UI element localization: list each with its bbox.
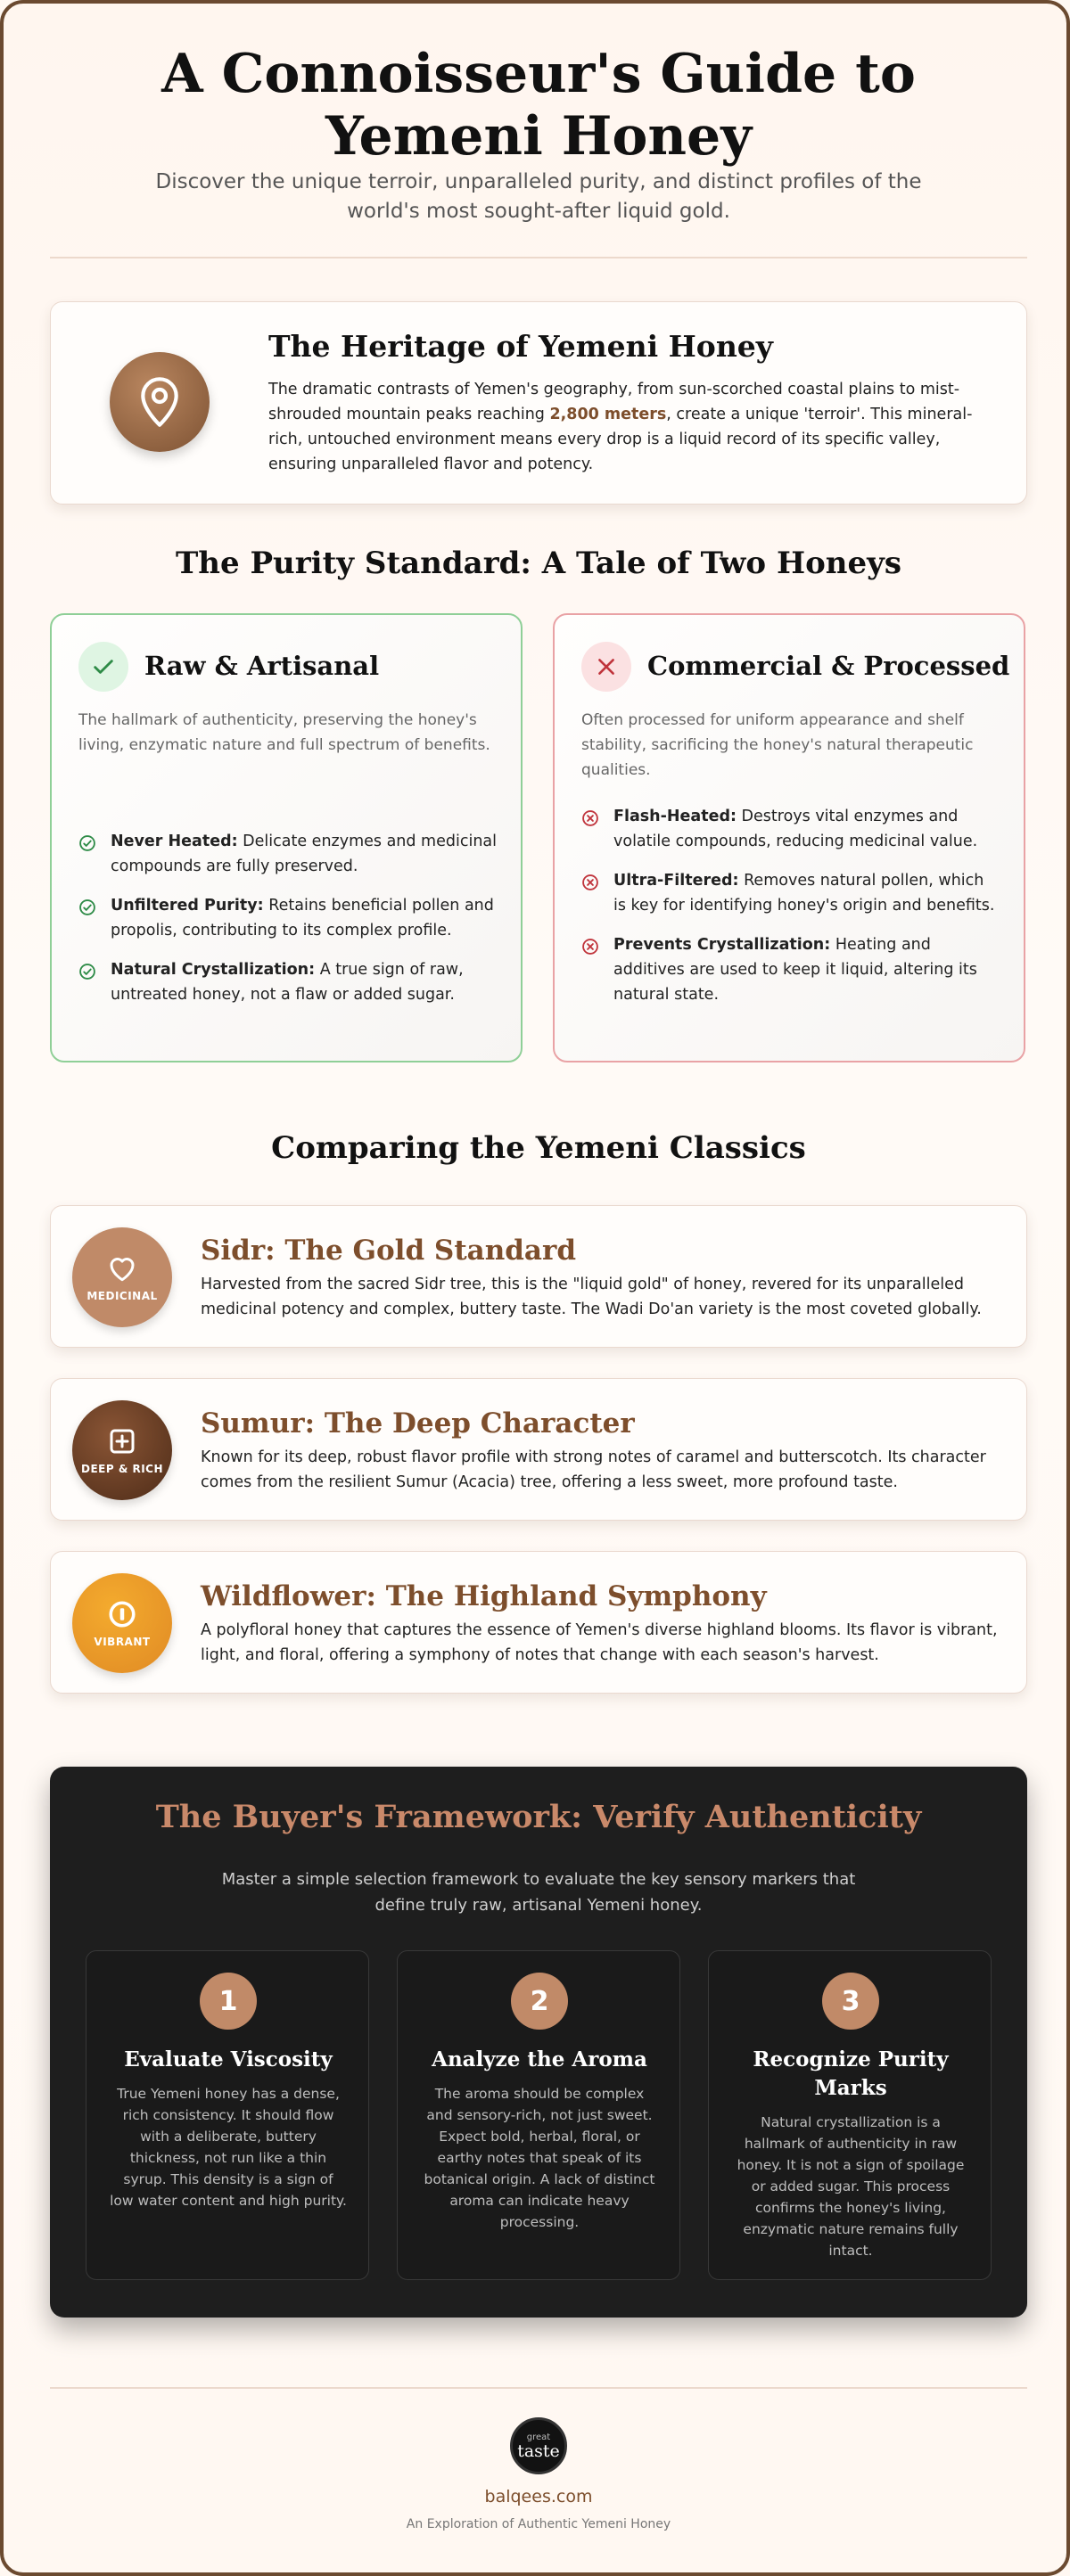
- list-item: Natural Crystallization: A true sign of raw, untreated honey, not a flaw or added sugar.: [78, 957, 498, 1007]
- wildflower-card: [50, 1551, 1027, 1694]
- list-item: Flash-Heated: Destroys vital enzymes and volatile compounds, reducing medicinal value.: [581, 804, 1000, 854]
- x-circle-icon: [581, 809, 599, 827]
- footer-site-link[interactable]: balqees.com: [484, 2487, 593, 2506]
- commercial-processed-card: [553, 613, 1025, 1062]
- heritage-card: [50, 301, 1027, 505]
- step-card-viscosity: [86, 1950, 369, 2280]
- commercial-title: Commercial & Processed: [647, 651, 1010, 681]
- check-icon: [78, 642, 128, 692]
- step-text: The aroma should be complex and sensory-rich, not just sweet. Expect bold, herbal, floral, or earthy notes that speak of its botanical origin. A lack of distinct aroma can indicate heavy processing.: [424, 2086, 655, 2230]
- great-taste-logo: great taste: [510, 2417, 567, 2474]
- step-card-aroma: [397, 1950, 680, 2280]
- x-circle-icon: [581, 874, 599, 891]
- footer-tagline: An Exploration of Authentic Yemeni Honey: [406, 2517, 671, 2531]
- sidr-text: Harvested from the sacred Sidr tree, this is the "liquid gold" of honey, revered for its unparalleled medicinal potency and complex, buttery taste. The Wadi Do'an variety is the most coveted globally.: [201, 1276, 982, 1318]
- sumur-title: Sumur: The Deep Character: [201, 1407, 635, 1440]
- sumur-card: [50, 1378, 1027, 1521]
- framework-subtitle: Master a simple selection framework to evaluate the key sensory markers that define truly raw, artisanal Yemeni honey.: [221, 1870, 856, 1915]
- divider: [50, 257, 1027, 258]
- check-circle-icon: [78, 963, 96, 980]
- wildflower-title: Wildflower: The Highland Symphony: [201, 1580, 767, 1612]
- step-number: 1: [200, 1973, 257, 2030]
- classics-section-title: Comparing the Yemeni Classics: [271, 1130, 806, 1166]
- step-number: 3: [822, 1973, 879, 2030]
- x-icon: [581, 642, 631, 692]
- page-subtitle: Discover the unique terroir, unparalleled purity, and distinct profiles of the world's most sought-after liquid gold.: [155, 170, 922, 223]
- sidr-card: [50, 1205, 1027, 1348]
- raw-artisanal-card: [50, 613, 523, 1062]
- step-number: 2: [511, 1973, 568, 2030]
- commercial-drawbacks-list: [581, 804, 1000, 1021]
- map-pin-icon: [110, 352, 210, 452]
- sidr-title: Sidr: The Gold Standard: [201, 1235, 577, 1267]
- bolt-circle-icon: [106, 1598, 138, 1630]
- list-item: Prevents Crystallization: Heating and additives are used to keep it liquid, altering its natural state.: [581, 932, 1000, 1007]
- x-circle-icon: [581, 938, 599, 956]
- check-circle-icon: [78, 834, 96, 852]
- plus-square-icon: [106, 1425, 138, 1457]
- sumur-text: Known for its deep, robust flavor profile with strong notes of caramel and butterscotch. Its character comes from the resilient Sumur (Acacia) tree, offering a less sweet, more profound taste.: [201, 1448, 986, 1491]
- heart-icon: [105, 1252, 139, 1284]
- commercial-description: Often processed for uniform appearance and shelf stability, sacrificing the honey's natural therapeutic qualities.: [581, 711, 974, 779]
- wildflower-text: A polyfloral honey that captures the essence of Yemen's diverse highland blooms. Its flavor is vibrant, light, and floral, offering a symphony of notes that change with each season's harvest.: [201, 1621, 998, 1664]
- sumur-badge: DEEP & RICH: [72, 1400, 172, 1500]
- purity-section-title: The Purity Standard: A Tale of Two Honeys: [175, 546, 901, 581]
- buyers-framework-panel: [50, 1767, 1027, 2318]
- step-title: Evaluate Viscosity: [124, 2047, 333, 2071]
- raw-title: Raw & Artisanal: [144, 651, 380, 681]
- heritage-title: The Heritage of Yemeni Honey: [268, 329, 773, 364]
- step-title: Analyze the Aroma: [432, 2047, 647, 2071]
- step-card-purity-marks: [708, 1950, 992, 2280]
- step-title: Recognize Purity Marks: [753, 2047, 949, 2100]
- page-title: A Connoisseur's Guide to Yemeni Honey: [161, 43, 916, 168]
- heritage-text: The dramatic contrasts of Yemen's geography, from sun-scorched coastal plains to mist-shrouded mountain peaks reaching 2,800 meters, create a unique 'terroir'. This mineral-rich, untouched environment means every drop is a liquid record of its specific valley, ensuring unparalleled flavor and potency.: [268, 381, 973, 473]
- sidr-badge: MEDICINAL: [72, 1227, 172, 1327]
- step-text: Natural crystallization is a hallmark of authenticity in raw honey. It is not a sign of spoilage or added sugar. This process confirms the honey's living, enzymatic nature remains fully intact.: [737, 2114, 965, 2259]
- list-item: Unfiltered Purity: Retains beneficial pollen and propolis, contributing to its complex profile.: [78, 893, 498, 943]
- wildflower-badge: VIBRANT: [72, 1573, 172, 1673]
- raw-description: The hallmark of authenticity, preserving the honey's living, enzymatic nature and full spectrum of benefits.: [78, 711, 490, 754]
- elevation-highlight: 2,800 meters: [549, 406, 667, 423]
- list-item: Ultra-Filtered: Removes natural pollen, which is key for identifying honey's origin and benefits.: [581, 868, 1000, 918]
- footer-divider: [50, 2387, 1027, 2389]
- step-text: True Yemeni honey has a dense, rich consistency. It should flow with a deliberate, buttery thickness, not run like a thin syrup. This density is a sign of low water content and high purity.: [110, 2086, 347, 2209]
- list-item: Never Heated: Delicate enzymes and medicinal compounds are fully preserved.: [78, 829, 498, 879]
- check-circle-icon: [78, 898, 96, 916]
- framework-title: The Buyer's Framework: Verify Authenticity: [155, 1799, 922, 1835]
- raw-benefits-list: [78, 829, 498, 1021]
